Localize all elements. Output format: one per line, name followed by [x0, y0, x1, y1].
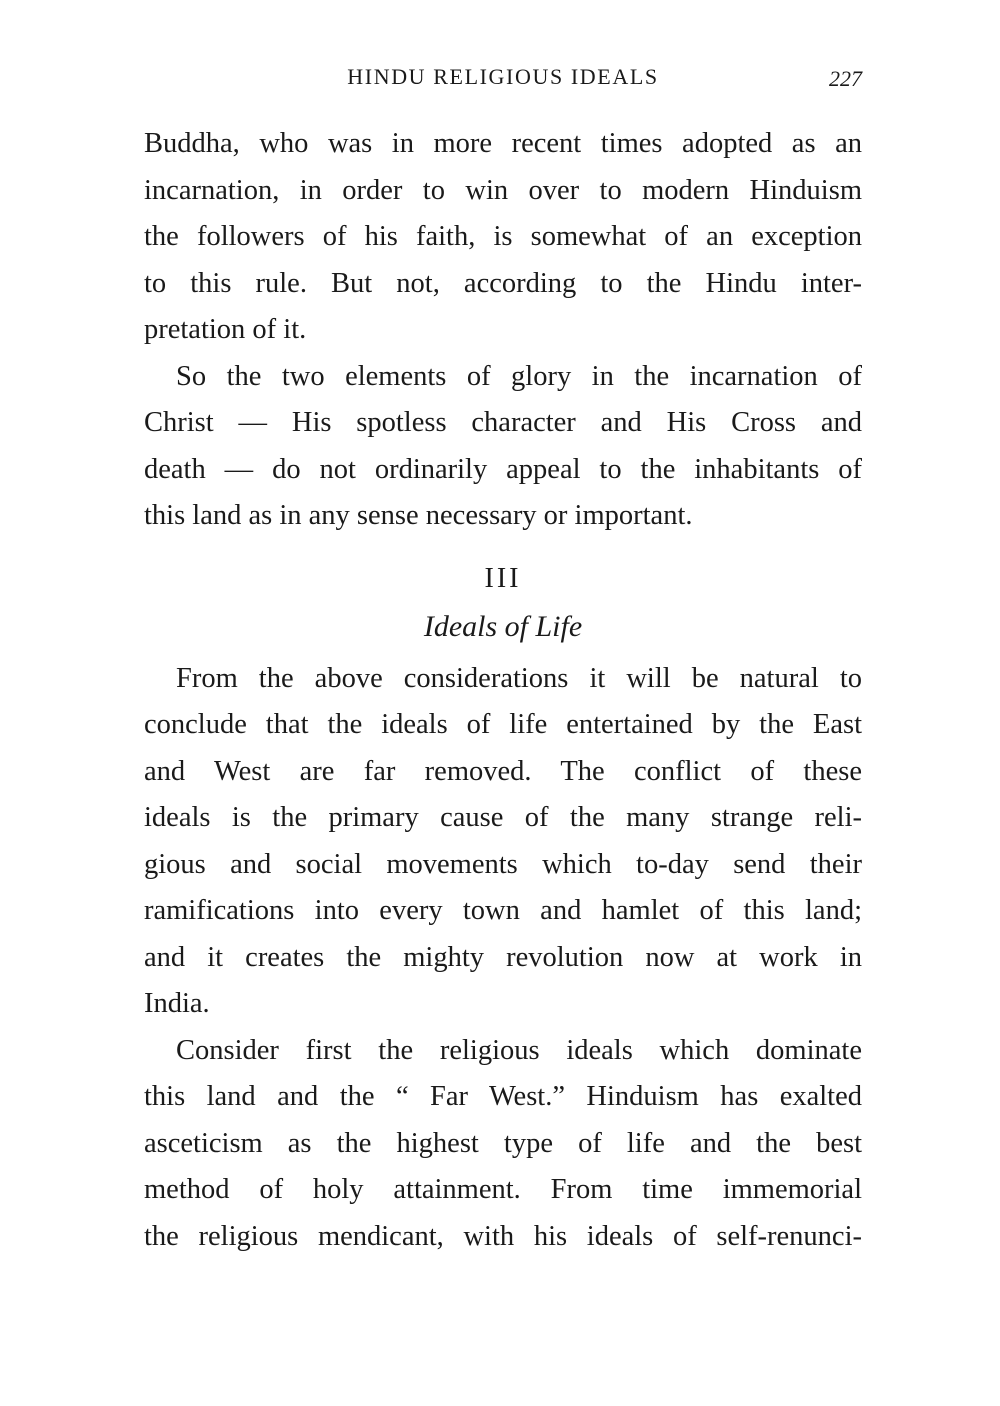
text-line: India. [144, 988, 210, 1019]
text-line: pretation of it. [144, 314, 307, 345]
text-line: conclude that the ideals of life entertained by the East [144, 709, 862, 740]
text-line: method of holy attainment. From time immemorial [144, 1174, 862, 1205]
text-line: So the two elements of glory in the incarnation of [176, 360, 862, 392]
text-line: and West are far removed. The conflict of these [144, 755, 862, 787]
text-line: gious and social movements which to-day send their [144, 848, 862, 880]
body-text [144, 121, 862, 1260]
paragraph-ideals [144, 656, 862, 1028]
text-line: this land as in any sense necessary or important. [144, 500, 693, 531]
text-line: the followers of his faith, is somewhat of an exception [144, 221, 862, 252]
text-line: From the above considerations it will be natural to [176, 662, 862, 694]
text-line: asceticism as the highest type of life and the best [144, 1127, 862, 1159]
text-line: to this rule. But not, according to the Hindu inter- [144, 267, 862, 299]
text-line: death — do not ordinarily appeal to the inhabitants of [144, 453, 862, 485]
section-number: III [484, 562, 522, 594]
paragraph-buddha [144, 121, 862, 354]
running-title: HINDU RELIGIOUS IDEALS [347, 64, 659, 89]
text-line: and it creates the mighty revolution now at work in [144, 941, 862, 973]
section-title: Ideals of Life [423, 609, 583, 643]
text-line: Consider first the religious ideals which dominate [176, 1034, 862, 1066]
text-line: this land and the “ Far West.” Hinduism has exalted [144, 1081, 862, 1112]
paragraph-christ [144, 354, 862, 540]
page-number: 227 [829, 66, 862, 91]
text-line: the religious mendicant, with his ideals of self-renunci- [144, 1220, 862, 1252]
text-line: ideals is the primary cause of the many strange reli- [144, 802, 862, 833]
paragraph-religious-ideals [144, 1028, 862, 1261]
text-line: Christ — His spotless character and His Cross and [144, 407, 862, 438]
text-line: ramifications into every town and hamlet of this land; [144, 895, 862, 926]
text-line: Buddha, who was in more recent times adopted as an [144, 128, 862, 159]
running-header [144, 62, 862, 96]
text-line: incarnation, in order to win over to modern Hinduism [144, 174, 862, 206]
